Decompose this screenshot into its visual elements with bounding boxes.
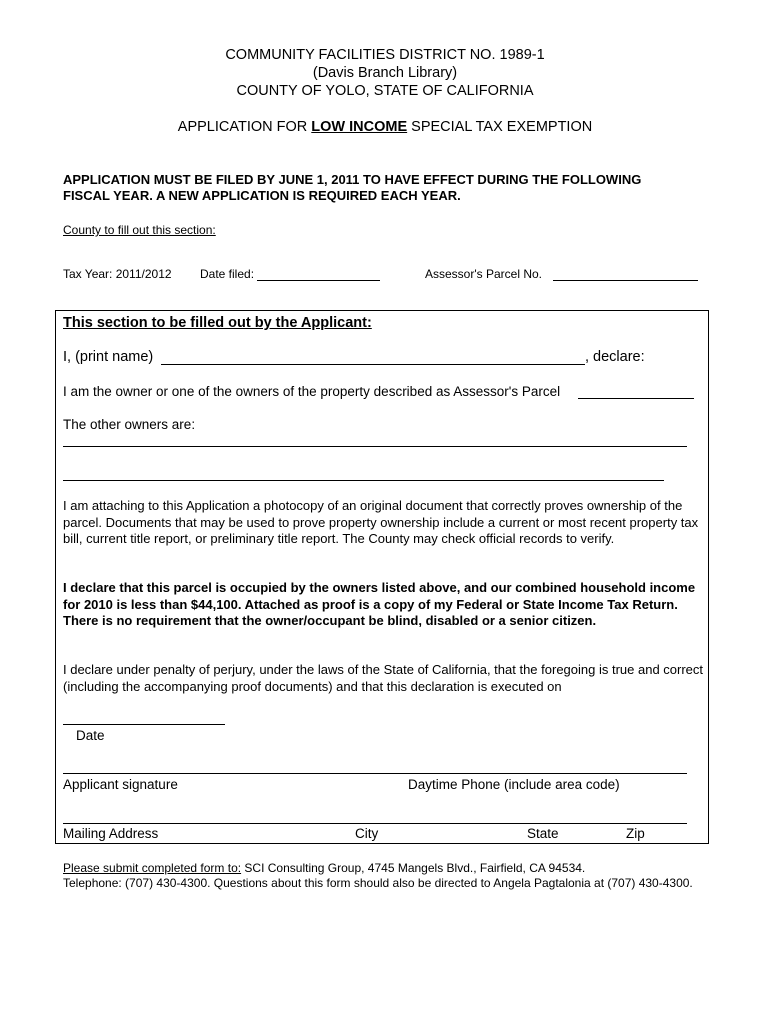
date-field[interactable] [63,724,225,725]
date-filed-field[interactable] [257,280,380,281]
filing-deadline-notice-2: FISCAL YEAR. A NEW APPLICATION IS REQUIRED EACH YEAR. [63,188,461,203]
filing-deadline-notice-1: APPLICATION MUST BE FILED BY JUNE 1, 2011 TO HAVE EFFECT DURING THE FOLLOWING [63,172,642,187]
perjury-declaration-paragraph: I declare under penalty of perjury, under the laws of the State of California, that the foregoing is true and correct (including the accompanying proof documents) and that this declaration is executed on [63,662,704,694]
applicant-section-heading: This section to be filled out by the Applicant: [63,315,372,331]
applicant-signature-label: Applicant signature [63,777,178,792]
owner-statement: I am the owner or one of the owners of the property described as Assessor's Parcel [63,384,561,399]
title-prefix: APPLICATION FOR [177,119,312,135]
application-title [0,119,770,135]
date-filed-label: Date filed: [200,267,255,281]
daytime-phone-label: Daytime Phone (include area code) [408,777,620,792]
ownership-proof-paragraph: I am attaching to this Application a photocopy of an original document that correctly proves ownership of the parcel. Documents that may be used to prove property ownership include a current or most recent property tax bill, current title report, or preliminary title report. The County may check official records to verify. [63,498,699,546]
district-title: COMMUNITY FACILITIES DISTRICT NO. 1989-1 [225,47,545,63]
mailing-address-label: Mailing Address [63,826,159,841]
submit-label: Please submit completed form to: [63,861,242,875]
tax-year-label: Tax Year: 2011/2012 [63,267,172,281]
other-owners-label: The other owners are: [63,417,196,432]
parcel-number-field[interactable] [553,280,698,281]
submit-instructions [63,861,585,875]
other-owners-field-2[interactable] [63,480,664,481]
income-declaration-paragraph: I declare that this parcel is occupied by the owners listed above, and our combined household income for 2010 is less than $44,100. Attached as proof is a copy of my Federal or State Income Tax Return. There is no requirement that the owner/occupant be blind, disabled or a senior citizen. [63,580,696,628]
signature-phone-field[interactable] [63,773,687,774]
date-label: Date [76,728,105,743]
contact-telephone: Telephone: (707) 430-4300. Questions about this form should also be directed to Angela Pagtalonia at (707) 430-4300. [63,876,693,890]
title-emphasis: LOW INCOME [311,119,408,135]
assessor-parcel-field[interactable] [578,398,694,399]
county-section-heading: County to fill out this section: [63,223,216,237]
declare-label: , declare: [585,349,645,365]
submit-address: SCI Consulting Group, 4745 Mangels Blvd., Fairfield, CA 94534. [241,861,586,875]
city-label: City [355,826,379,841]
print-name-field[interactable] [161,364,585,365]
parcel-number-label: Assessor's Parcel No. [425,267,542,281]
state-label: State [527,826,559,841]
mailing-address-field[interactable] [63,823,687,824]
library-subtitle: (Davis Branch Library) [312,65,458,81]
county-title: COUNTY OF YOLO, STATE OF CALIFORNIA [236,83,534,99]
other-owners-field-1[interactable] [63,446,687,447]
title-suffix: SPECIAL TAX EXEMPTION [407,119,593,135]
print-name-label: I, (print name) [63,349,154,365]
zip-label: Zip [626,826,645,841]
